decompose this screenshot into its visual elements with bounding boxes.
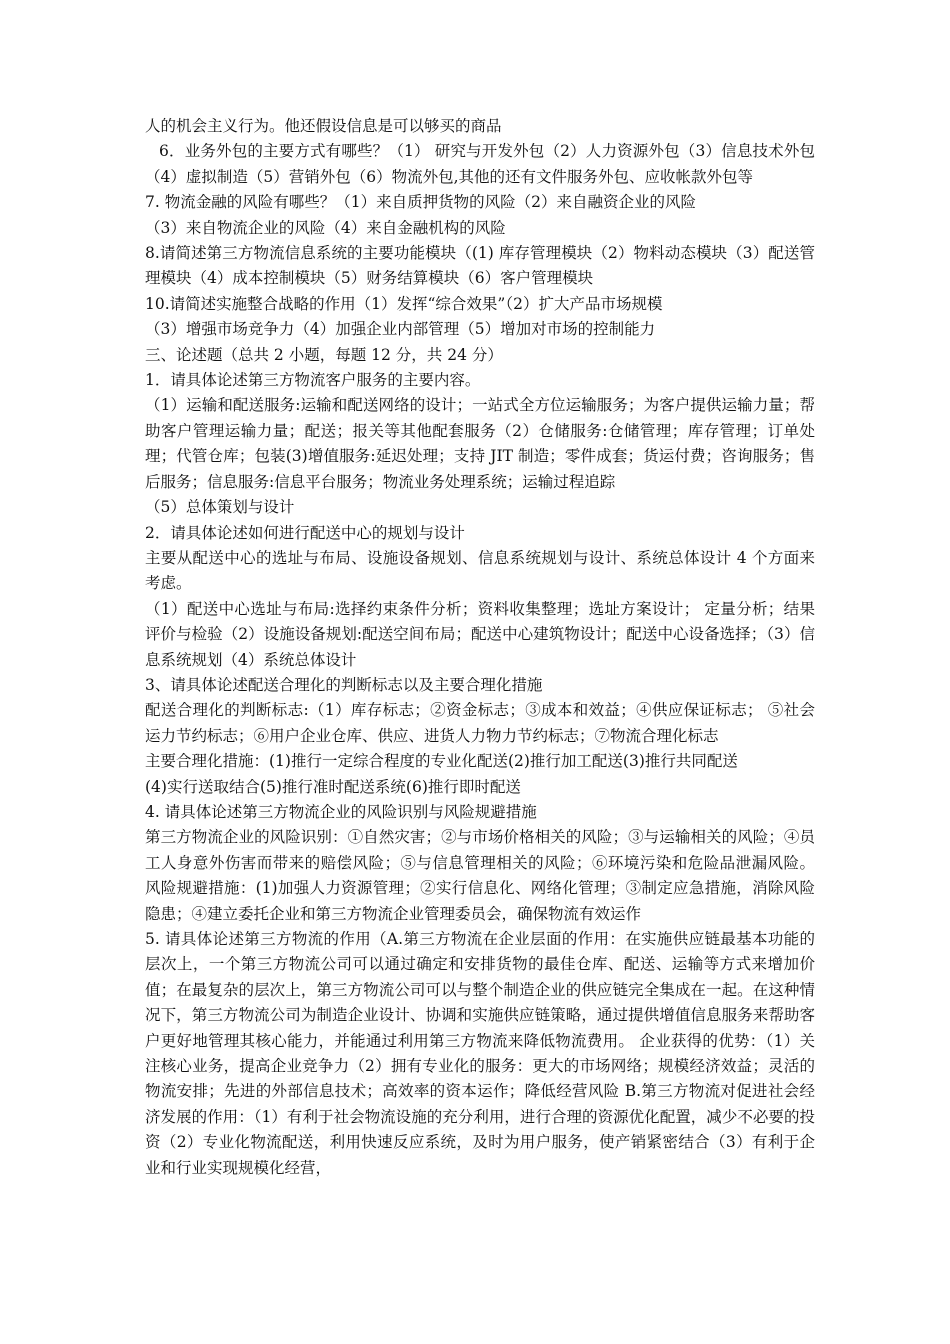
essay-answer-1-continued: （5）总体策划与设计 (145, 498, 295, 517)
question-8: 8.请简述第三方物流信息系统的主要功能模块（(1) 库存管理模块（2）物料动态模块（3）配送管理模块（4）成本控制模块（5）财务结算模块（6）客户管理模块 (145, 244, 815, 288)
question-7: 7. 物流金融的风险有哪些？（1）来自质押货物的风险（2）来自融资企业的风险 (145, 193, 696, 212)
essay-question-2: 2．请具体论述如何进行配送中心的规划与设计 (145, 523, 465, 542)
essay-answer-2-intro: 主要从配送中心的选址与布局、设施设备规划、信息系统规划与设计、系统总体设计 4 个方面来考虑。 (145, 548, 815, 593)
essay-answer-3-measures-continued: (4)实行送取结合(5)推行准时配送系统(6)推行即时配送 (145, 777, 521, 796)
question-10-continued: （3）增强市场竞争力（4）加强企业内部管理（5）增加对市场的控制能力 (145, 320, 656, 339)
essay-question-3: 3、请具体论述配送合理化的判断标志以及主要合理化措施 (145, 675, 543, 694)
question-7-continued: （3）来自物流企业的风险（4）来自金融机构的风险 (145, 218, 506, 237)
essay-answer-2: （1）配送中心选址与布局:选择约束条件分析；资料收集整理；选址方案设计； 定量分析；结果评价与检验（2）设施设备规划:配送空间布局；配送中心建筑物设计；配送中心设备选择；（3）信息系统规划（4）系统总体设计 (145, 599, 815, 669)
question-6: 6．业务外包的主要方式有哪些？（1） 研究与开发外包（2）人力资源外包（3）信息技术外包（4）虚拟制造（5）营销外包（6）物流外包,其他的还有文件服务外包、应收帐款外包等 (145, 142, 815, 186)
essay-question-5: 5. 请具体论述第三方物流的作用（A.第三方物流在企业层面的作用：在实施供应链最基本功能的层次上，一个第三方物流公司可以通过确定和安排货物的最佳仓库、配送、运输等方式来增加价值；在最复杂的层次上，第三方物流公司可以与整个制造企业的供应链完全集成在一起。在这种情况下，第三方物流公司为制造企业设计、协调和实施供应链策略，通过提供增值信息服务来帮助客户更好地管理其核心能力，并能通过利用第三方物流来降低物流费用。 企业获得的优势：（1）关注核心业务，提高企业竞争力（2）拥有专业化的服务：更大的市场网络；规模经济效益；灵活的物流安排；先进的外部信息技术；高效率的资本运作；降低经营风险 B.第三方物流对促进社会经济发展的作用：（1）有利于社会物流设施的充分利用，进行合理的资源优化配置，减少不必要的投资（2）专业化物流配送，利用快速反应系统，及时为用户服务，使产销紧密结合（3）有利于企业和行业实现规模化经营， (145, 930, 815, 1177)
section-heading: 三、论述题（总共 2 小题，每题 12 分，共 24 分） (145, 345, 503, 364)
essay-answer-3-indicators: 配送合理化的判断标志:（1）库存标志；②资金标志；③成本和效益；④供应保证标志； ⑤社会运力节约标志；⑥用户企业仓库、供应、进货人力物力节约标志；⑦物流合理化标志 (145, 701, 815, 745)
essay-answer-3-measures: 主要合理化措施：(1)推行一定综合程度的专业化配送(2)推行加工配送(3)推行共同配送 (145, 752, 738, 771)
paragraph: 人的机会主义行为。他还假设信息是可以够买的商品 (145, 117, 502, 135)
essay-answer-4: 第三方物流企业的风险识别：①自然灾害；②与市场价格相关的风险；③与运输相关的风险；④员工人身意外伤害而带来的赔偿风险；⑤与信息管理相关的风险；⑥环境污染和危险品泄漏风险。 风险规避措施：(1)加强人力资源管理；②实行信息化、网络化管理；③制定应急措施，消除风险隐患；④建立委托企业和第三方物流企业管理委员会，确保物流有效运作 (145, 828, 815, 923)
essay-answer-1: （1）运输和配送服务:运输和配送网络的设计；一站式全方位运输服务；为客户提供运输力量；帮助客户管理运输力量；配送；报关等其他配套服务（2）仓储服务:仓储管理；库存管理；订单处理；代管仓库；包装(3)增值服务:延迟处理；支持 JIT 制造；零件成套；货运付费；咨询服务；售后服务；信息服务:信息平台服务；物流业务处理系统；运输过程追踪 (145, 396, 815, 491)
essay-question-1: 1．请具体论述第三方物流客户服务的主要内容。 (145, 371, 481, 390)
document-body (145, 114, 815, 1181)
question-10: 10.请简述实施整合战略的作用（1）发挥“综合效果”（2）扩大产品市场规模 (145, 294, 663, 313)
essay-question-4: 4. 请具体论述第三方物流企业的风险识别与风险规避措施 (145, 802, 537, 821)
